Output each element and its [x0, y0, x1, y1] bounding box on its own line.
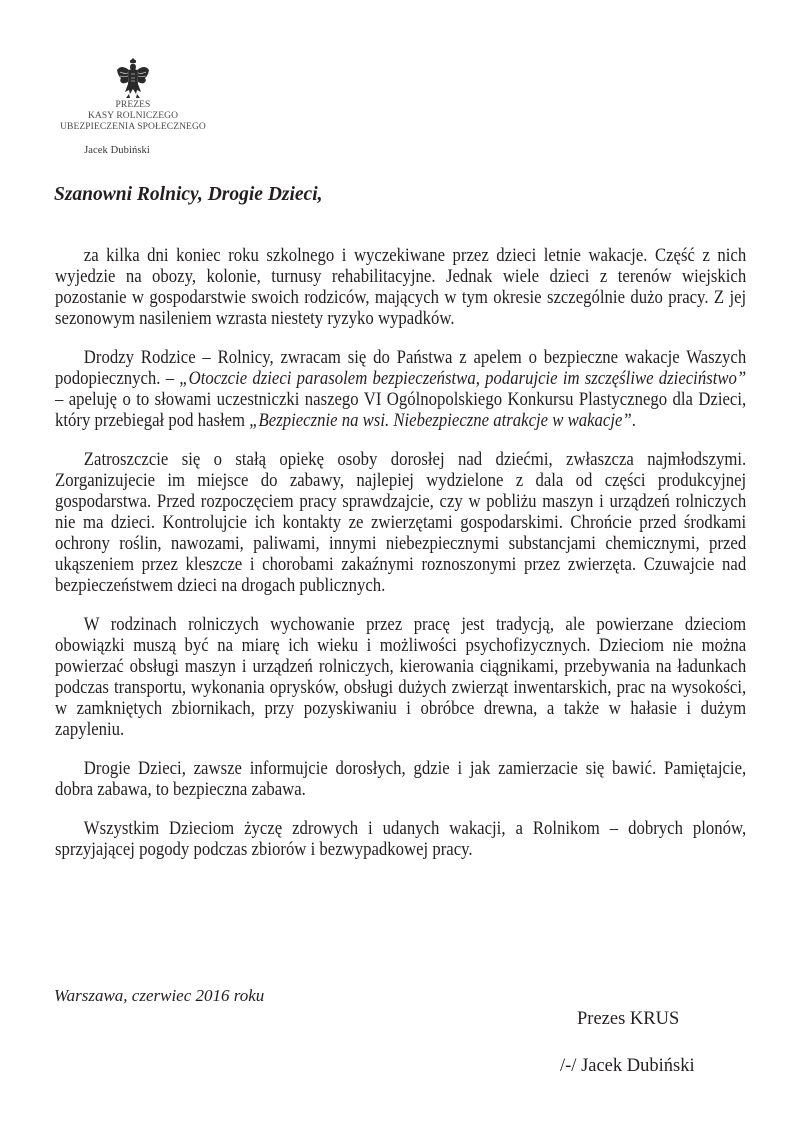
letterhead — [48, 56, 218, 156]
letter-body — [55, 245, 747, 878]
signatory-title: Prezes KRUS — [577, 1009, 680, 1029]
letterhead-line-1: PREZES — [115, 100, 151, 110]
letterhead-line-3: UBEZPIECZENIA SPOŁECZNEGO — [60, 122, 206, 132]
date-line: Warszawa, czerwiec 2016 roku — [54, 986, 265, 1005]
paragraph-3: Zatroszczcie się o stałą opiekę osoby dorosłej nad dziećmi, zwłaszcza najmłodszymi. Zorganizujecie im miejsce do zabawy, najlepiej wydzielone z dala od części produkcyjnej gospodarstwa. Przed rozpoczęciem pracy sprawdzajcie, czy w pobliżu maszyn i urządzeń rolniczych nie ma dzieci. Kontrolujcie ich kontakty ze zwierzętami gospodarskimi. Chrońcie przed środkami ochrony roślin, nawozami, paliwami, innymi niebezpiecznymi substancjami chemicznymi, przed ukąszeniem przez kleszcze i chorobami zakaźnymi roznoszonymi przez zwierzęta. Czuwajcie nad bezpieczeństwem dzieci na drogach publicznych. — [55, 449, 747, 596]
quote-1: „Otoczcie dzieci parasolem bezpieczeństwa, podarujcie im szczęśliwe dzieciństwo” — [179, 368, 747, 389]
salutation: Szanowni Rolnicy, Drogie Dzieci, — [54, 184, 323, 205]
quote-2: „Bezpiecznie na wsi. Niebezpieczne atrakcje w wakacje” — [249, 410, 632, 431]
letterhead-line-2: KASY ROLNICZEGO — [87, 111, 179, 121]
paragraph-5: Drogie Dzieci, zawsze informujcie dorosłych, gdzie i jak zamierzacie się bawić. Pamiętajcie, dobra zabawa, to bezpieczna zabawa. — [55, 758, 747, 800]
letterhead-name: Jacek Dubiński — [84, 145, 150, 156]
paragraph-6: Wszystkim Dzieciom życzę zdrowych i udanych wakacji, a Rolnikom – dobrych plonów, sprzyjającej pogody podczas zbiorów i bezwypadkowej pracy. — [55, 818, 747, 860]
paragraph-2-text-c: . — [631, 410, 636, 431]
paragraph-1: za kilka dni koniec roku szkolnego i wyczekiwane przez dzieci letnie wakacje. Część z nich wyjedzie na obozy, kolonie, turnusy rehabilitacyjne. Jednak wiele dzieci z terenów wiejskich pozostanie w gospodarstwie swoich rodziców, mających w tym okresie szczególnie dużo pracy. Z jej sezonowym nasileniem wzrasta niestety ryzyko wypadków. — [55, 245, 747, 329]
polish-eagle-emblem-icon — [115, 56, 151, 100]
paragraph-2 — [55, 347, 746, 431]
paragraph-4: W rodzinach rolniczych wychowanie przez pracę jest tradycją, ale powierzane dzieciom obowiązki muszą być na miarę ich wieku i możliwości psychofizycznych. Dzieciom nie można powierzać obsługi maszyn i urządzeń rolniczych, kierowania ciągnikami, przebywania na ładunkach podczas transportu, wykonania oprysków, obsługi dużych zwierząt inwentarskich, prac na wysokości, w zamkniętych zbiornikach, przy pozyskiwaniu i obróbce drewna, a także w hałasie i dużym zapyleniu. — [55, 614, 747, 740]
paragraph-2-text-b: – apeluję o to słowami uczestniczki naszego VI Ogólnopolskiego Konkursu Plastycznego dla Dzieci, który przebiegał pod hasłem — [55, 389, 747, 431]
signature: /-/ Jacek Dubiński — [560, 1056, 695, 1076]
paragraph-2-text-a: Drodzy Rodzice – Rolnicy, zwracam się do Państwa z apelem o bezpieczne wakacje Waszych podopiecznych. – — [55, 347, 747, 389]
